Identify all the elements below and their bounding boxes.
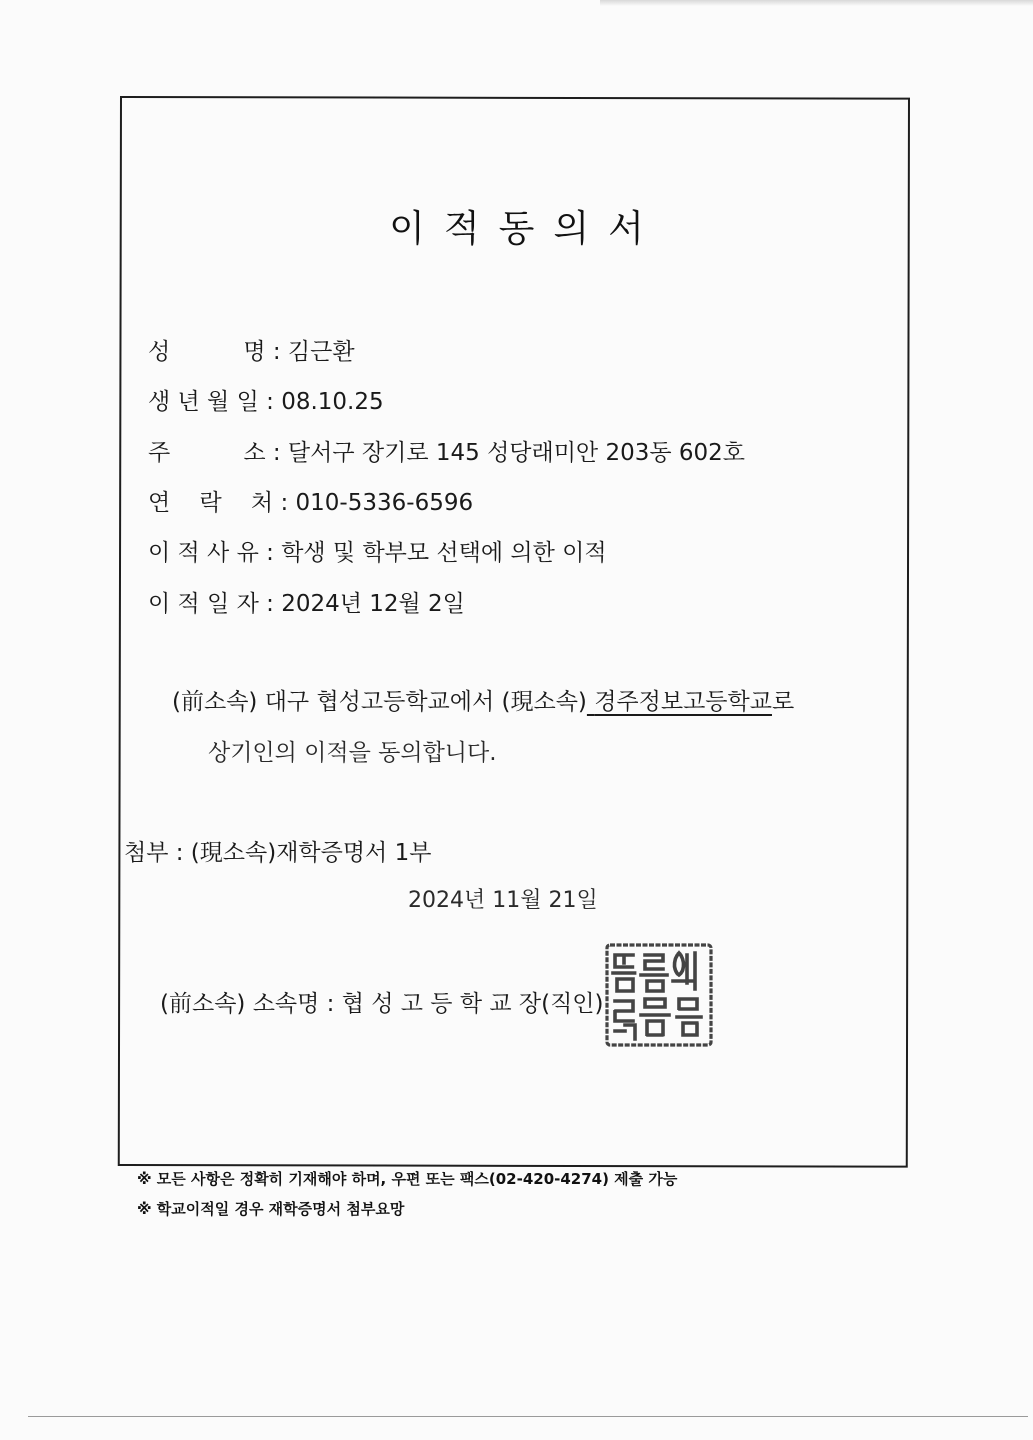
issuer-prefix: (前소속) 소속명 :	[160, 991, 342, 1017]
official-seal-icon	[603, 941, 715, 1049]
field-address	[148, 434, 745, 467]
field-transfer-reason	[148, 534, 607, 567]
issuer-line	[160, 985, 604, 1018]
declaration-line-2: 상기인의 이적을 동의합니다.	[208, 740, 497, 766]
curr-school	[587, 689, 772, 715]
field-separator: :	[258, 389, 282, 415]
field-transfer-date-label: 이 적 일 자	[148, 591, 259, 617]
field-name-value: 김근환	[287, 339, 355, 365]
curr-school-name: 경주정보고등학교	[594, 689, 772, 715]
field-transfer-date	[148, 585, 465, 618]
prev-affiliation-tag: (前소속)	[172, 689, 258, 715]
field-address-value: 달서구 장기로 145 성당래미안 203동 602호	[287, 440, 746, 466]
declaration-line-1	[172, 683, 794, 716]
field-contact	[148, 484, 473, 517]
field-contact-label: 연 락 처	[148, 490, 274, 516]
field-separator: :	[258, 540, 282, 566]
field-name-label: 성 명	[148, 339, 266, 365]
note-attachment: ※ 학교이적일 경우 재학증명서 첨부요망	[137, 1200, 405, 1218]
curr-affiliation-tag: (現소속)	[501, 689, 587, 715]
issuer-name: 협 성 고 등 학 교 장(직인)	[341, 991, 604, 1017]
field-transfer-reason-label: 이 적 사 유	[148, 540, 259, 566]
field-birthdate-value: 08.10.25	[281, 389, 384, 415]
note-submission: ※ 모든 사항은 정확히 기재해야 하며, 우편 또는 팩스(02-420-4274) 제출 가능	[137, 1170, 678, 1188]
field-separator: :	[258, 591, 282, 617]
field-birthdate-label: 생 년 월 일	[148, 389, 259, 415]
field-name	[148, 333, 355, 366]
scan-edge-top	[600, 0, 1033, 6]
field-birthdate	[148, 383, 384, 416]
field-separator: :	[265, 339, 288, 365]
field-separator: :	[273, 490, 296, 516]
field-transfer-reason-value: 학생 및 학부모 선택에 의한 이적	[281, 540, 607, 566]
scan-edge-bottom	[28, 1416, 1028, 1417]
prev-school: 대구 협성고등학교에서	[264, 689, 495, 715]
attachment-line: 첨부 : (現소속)재학증명서 1부	[124, 840, 432, 866]
field-contact-value: 010-5336-6596	[295, 490, 474, 516]
field-separator: :	[265, 440, 288, 466]
field-transfer-date-value: 2024년 12월 2일	[281, 591, 465, 617]
field-address-label: 주 소	[148, 440, 266, 466]
document-title: 이적동의서	[389, 207, 663, 250]
declaration-suffix: 로	[771, 689, 795, 715]
document-date: 2024년 11월 21일	[408, 888, 598, 913]
